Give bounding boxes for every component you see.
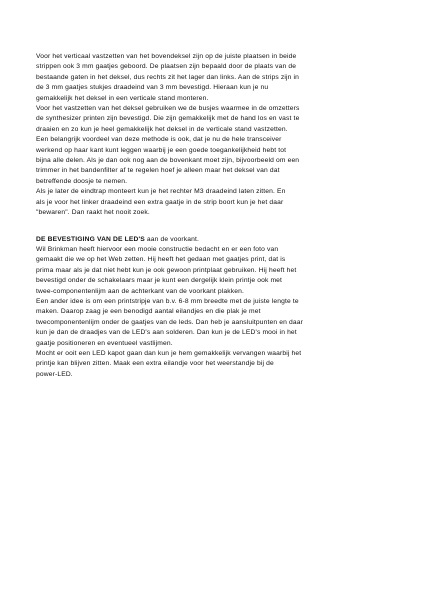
paragraph-led-construction: Wil Brinkman heeft hiervoor een mooie constructie bedacht en er een foto van gemaakt die we op het Web zetten. Hij heeft het gedaan met gaatjes print, dat is prima maar als je dat niet hebt kun je ook gewoon printplaat gebruiken. Hij heeft het bevestigd onder de schakelaars maar je kunt een dergelijk klein printje ook met twee-componentenlijm aan de achterkant van de voorkant plakken. — [36, 245, 297, 295]
paragraph-led-strip-idea: Een ander idee is om een printstripje van b.v. 6-8 mm breedte met de juiste lengte te maken. Daarop zaag je een benodigd aantal eilandjes en die plak je met twecomponentenlijm onder de gaatjes van de leds. Dan heb je aansluitpunten en daar kun je dan de draadjes van de LED's aan solderen. Dan kun je de LED's mooi in het gaatje positioneren en eventueel vastlijmen. — [36, 297, 303, 347]
paragraph-lid-fastening: Voor het vastzetten van het deksel gebruiken we de busjes waarmee in de omzetters de synthesizer printen zijn bevestigd. Die zijn gemakkelijk met de hand los en vast te draaien en zo kun je heel gemakkelijk het deksel in de verticale stand vastzetten. Een belangrijk voordeel van deze methode is ook, dat je nu de hele transceiver werkend op haar kant kunt leggen waarbij je een goede toegankelijkheid hebt tot bijna alle delen. Als je dan ook nog aan de bovenkant moet zijn, bijvoorbeeld om een trimmer in het bandenfilter af te regelen hoef je alleen maar het deksel van dat betreffende doosje te nemen. — [36, 105, 300, 185]
section-heading-bold: DE BEVESTIGING VAN DE LED'S — [36, 235, 145, 243]
paragraph-threaded-rod: Als je later de eindtrap monteert kun je het rechter M3 draadeind laten zitten. En als je voor het linker draadeind een extra gaatje in de strip boort kun je het daar "bewaren". Dan raakt het nooit zoek. — [36, 188, 286, 217]
section-heading-rest: aan de voorkant. — [144, 235, 200, 243]
paragraph-led-replacement: Mocht er ooit een LED kapot gaan dan kun je hem gemakkelijk vervangen waarbij het printje kan blijven zitten. Maak een extra eilandje voor het weerstandje bij de power-LED. — [36, 349, 302, 378]
paragraph-lid-mounting: Voor het verticaal vastzetten van het bovendeksel zijn op de juiste plaatsen in beide strippen ook 3 mm gaatjes geboord. De plaatsen zijn bepaald door de plaats van de bestaande gaten in het deksel, dus rechts zit het lager dan links. Aan de strips zijn in de 3 mm gaatjes stukjes draadeind van 3 mm bevestigd. Hieraan kun je nu gemakkelijk het deksel in een verticale stand monteren. — [36, 53, 300, 102]
section-heading-led-mounting — [36, 235, 392, 245]
document-page — [36, 52, 392, 380]
